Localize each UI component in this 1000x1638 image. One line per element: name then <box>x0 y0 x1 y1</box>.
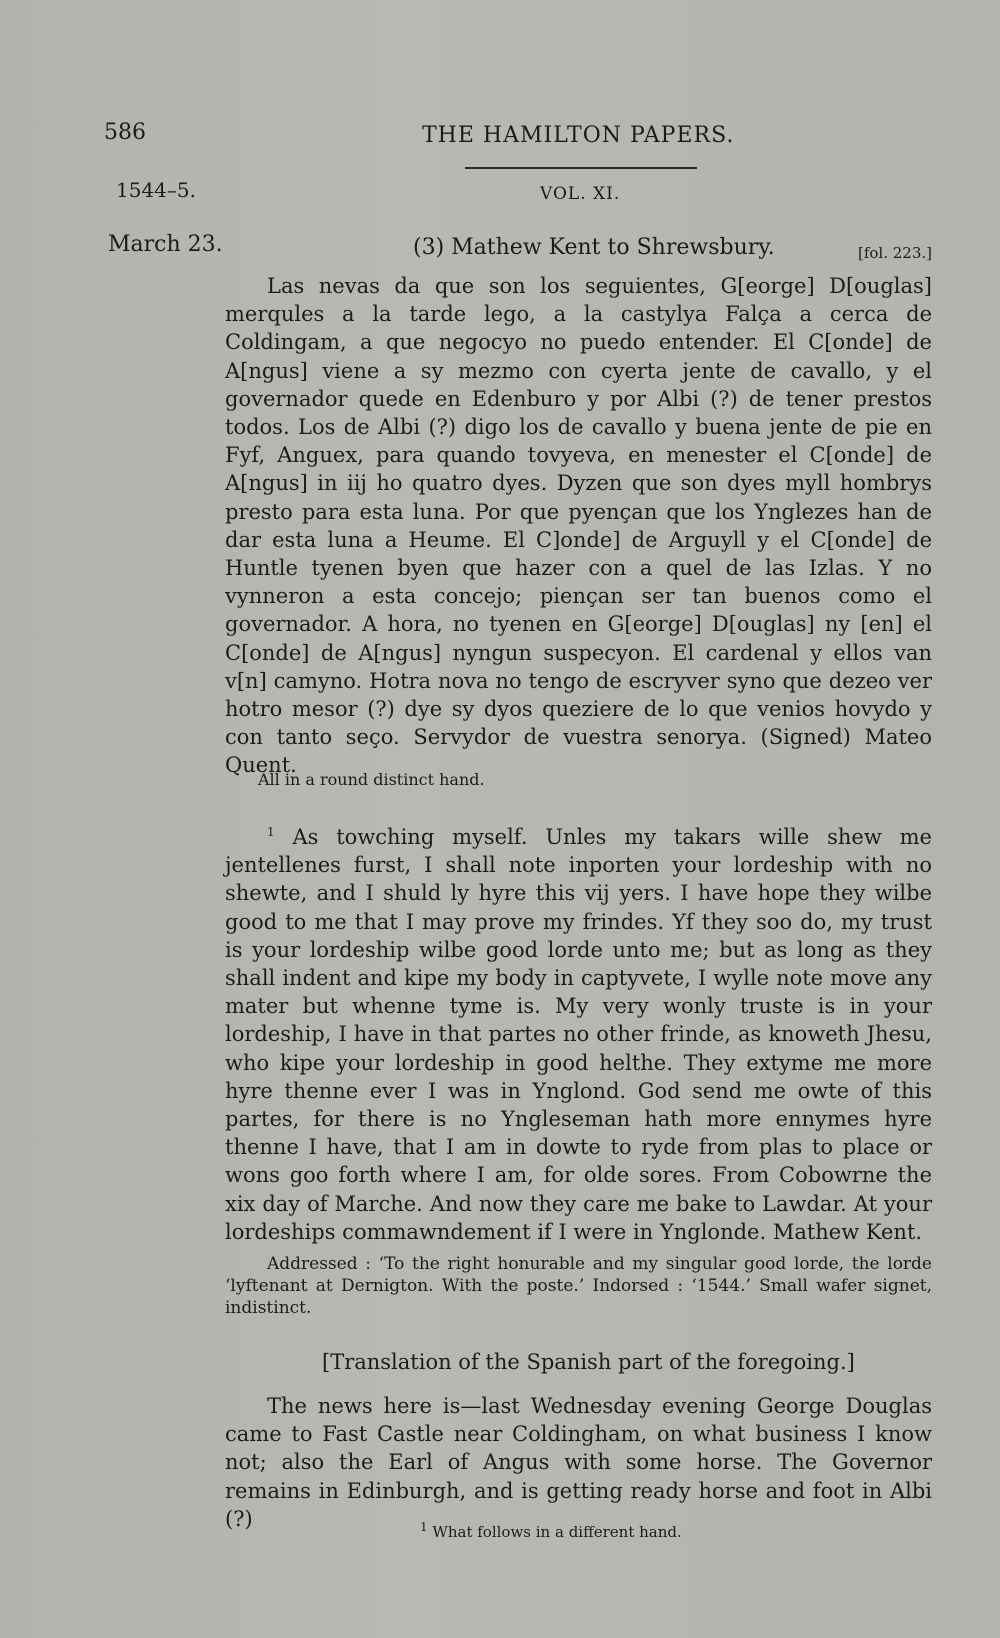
footnote-text: What follows in a different hand. <box>432 1523 682 1541</box>
footnote-ref: 1 <box>267 825 275 839</box>
entry-title: (3) Mathew Kent to Shrewsbury. <box>413 235 775 260</box>
english-letter <box>225 818 932 1246</box>
footnote-marker: 1 <box>420 1520 428 1534</box>
address-note: Addressed : ‘To the right honurable and my singular good lorde, the lorde ‘lyftenant at Dernigton. With the poste.’ Indorsed : ‘1544.’ Small wafer signet, indistinct. <box>225 1254 932 1318</box>
page-number: 586 <box>104 120 146 145</box>
folio-reference: [fol. 223.] <box>858 244 933 262</box>
footnote <box>420 1520 682 1541</box>
translation-heading: [Translation of the Spanish part of the foregoing.] <box>322 1350 855 1374</box>
year-label: 1544–5. <box>116 178 196 202</box>
entry-date: March 23. <box>108 232 223 257</box>
translation-text: The news here is—last Wednesday evening George Douglas came to Fast Castle near Coldingham, on what business I know not; also the Earl of Angus with some horse. The Governor remains in Edinburgh, and is getting ready horse and foot in Albi (?) <box>225 1394 932 1531</box>
volume-label: VOL. XI. <box>540 184 621 204</box>
running-title: THE HAMILTON PAPERS. <box>422 123 735 148</box>
header-rule <box>465 167 697 169</box>
spanish-letter-text: Las nevas da que son los seguientes, G[eorge] D[ouglas] merqules a la tarde lego, a la castylya Falça a cerca de Coldingam, a que negocyo no puedo entender. El C[onde] de A[ngus] viene a sy mezmo con cyerta jente de cavallo, y el governador quede en Edenburo y por Albi (?) de tener prestos todos. Los de Albi (?) digo los de cavallo y buena jente de pie en Fyf, Anguex, para quando tovyeva, en menester el C[onde] de A[ngus] in iij ho quatro dyes. Dyzen que son dyes myll hombrys presto para esta luna. Por que pyençan que los Ynglezes han de dar esta luna a Heume. El C]onde] de Arguyll y el C[onde] de Huntle tyenen byen que hazer con a quel de las Izlas. Y no vynneron a esta concejo; piençan ser tan buenos como el governador. A hora, no tyenen en G[eorge] D[ouglas] ny [en] el C[onde] de A[ngus] nyngun suspecyon. El cardenal y ellos van v[n] camyno. Hotra nova no tengo de escryver syno que dezeo ver hotro mesor (?) dye sy dyos queziere de lo que venios hovydo y con tanto seço. Servydor de vuestra senorya. (Signed) Mateo Quent. <box>225 274 932 778</box>
english-letter-text: As towching myself. Unles my takars wille shew me jentellenes furst, I shall note inporten your lordeship with no shewte, and I shuld ly hyre this vij yers. I have hope they wilbe good to me that I may prove my frindes. Yf they soo do, my trust is your lordeship wilbe good lorde unto me; but as long as they shall indent and kipe my body in captyvete, I wylle note move any mater but whenne tyme is. My very wonly truste is in your lordeship, I have in that partes no other frinde, as knoweth Jhesu, who kipe your lordeship in good helthe. They extyme me more hyre thenne ever I was in Ynglond. God send me owte of this partes, for there is no Yngleseman hath more ennymes hyre thenne I have, that I am in dowte to ryde from plas to place or wons goo forth where I am, for olde sores. From Cobowrne the xix day of Marche. And now they care me bake to Lawdar. At your lordeships commawndement if I were in Ynglonde. Mathew Kent. <box>225 825 932 1244</box>
hand-note: All in a round distinct hand. <box>258 770 485 789</box>
